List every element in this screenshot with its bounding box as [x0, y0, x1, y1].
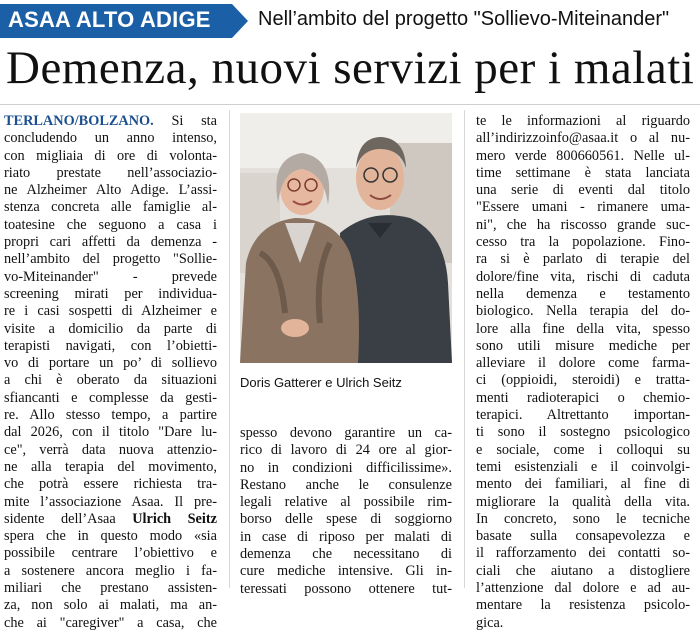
- column-1-line: ne Alzheimer Alto Adige. L’assi-: [4, 182, 217, 199]
- column-3-line: temi esistenziali e il coinvolgi-: [476, 458, 690, 475]
- column-3-line: all’indirizzoinfo@asaa.it o al nu-: [476, 130, 690, 147]
- column-3-line: mento dei familiari, al fine di: [476, 476, 690, 493]
- column-1-line: riato prestate nell’associazio-: [4, 164, 217, 181]
- column-3-line: sono utili misure mediche per: [476, 337, 690, 354]
- dateline: TERLANO/BOLZANO.: [4, 113, 154, 129]
- column-3-line: mero verde 800660561. Nelle ul-: [476, 147, 690, 164]
- column-1-line: mite l’associazione Asaa. Il pre-: [4, 493, 217, 510]
- column-1-line: visite a domicilio da parte di: [4, 320, 217, 337]
- column-3-line: terapici. Altrettanto importan-: [476, 407, 690, 424]
- column-2-line: spesso devono garantire un ca-: [240, 425, 452, 441]
- column-3-line: il rafforzamento dei contatti so-: [476, 545, 690, 562]
- column-1-line: a chi è oberato da situazioni: [4, 372, 217, 389]
- column-1-line: screening mirati per individua-: [4, 285, 217, 302]
- column-1-line: ce", verrà data nuova attenzio-: [4, 441, 217, 458]
- column-1-line: con migliaia di ore di volonta-: [4, 147, 217, 164]
- photo-illustration: [240, 113, 452, 363]
- column-1-line: za, non solo ai malati, ma an-: [4, 597, 217, 614]
- column-3-line: migliorare la qualità della vita.: [476, 493, 690, 510]
- column-3-line: mentare la resistenza psicolo-: [476, 597, 690, 614]
- column-3-line: alleviare il dolore come farma-: [476, 355, 690, 372]
- column-3-line: nella demenza e testamento: [476, 285, 690, 302]
- column-3-line: cesso tra la popolazione. Fino-: [476, 234, 690, 251]
- column-1-line: re i casi sospetti di Alzheimer e: [4, 303, 217, 320]
- column-1-line: spera che in questo modo «sia: [4, 528, 217, 545]
- column-3-line: ci (oppioidi, steroidi) e tratta-: [476, 372, 690, 389]
- photo-caption: Doris Gatterer e Ulrich Seitz: [240, 375, 402, 390]
- column-3-line: gica.: [476, 614, 504, 631]
- column-3-line: ni", che ha riscosso grande suc-: [476, 216, 690, 233]
- article-column-2: [240, 425, 452, 598]
- column-1-line: stenza concreta alle famiglie al-: [4, 199, 217, 216]
- column-3-line: una serie di eventi dal titolo: [476, 182, 690, 199]
- column-1-line: a sostenere ancora meglio i fa-: [4, 562, 217, 579]
- column-1-line: ne alla terapia del movimento,: [4, 458, 217, 475]
- column-3-line: "Essere umani - rimanere uma-: [476, 199, 690, 216]
- column-1-line: propri cari affetti da demenza -: [4, 234, 217, 251]
- column-2-line: rico di lavoro di 24 ore al gior-: [240, 442, 452, 459]
- column-1-line: concludendo un anno intenso,: [4, 130, 217, 147]
- column-1-line: TERLANO/BOLZANO. Si sta: [4, 113, 217, 129]
- column-1-line: che potrà essere richiesta tra-: [4, 476, 217, 493]
- column-3-line: In concreto, sono le tecniche: [476, 510, 690, 527]
- section-badge-label: ASAA ALTO ADIGE: [8, 7, 211, 32]
- column-2-line: demenza che necessitano di: [240, 546, 452, 563]
- article-kicker: Nell’ambito del progetto "Sollievo-Miteinander": [258, 8, 670, 30]
- article-column-3: [476, 113, 690, 632]
- column-3-line: biologico. Nella terapia del do-: [476, 303, 690, 320]
- column-2-line: teressati possono ottenere tut-: [240, 580, 452, 597]
- column-2-line: no in condizioni difficilissime».: [240, 459, 452, 476]
- column-1-line: re. Allo stesso tempo, a partire: [4, 407, 217, 424]
- column-3-line: ciali che aiutano a distogliere: [476, 562, 690, 579]
- column-1-line: vo di portare un po’ di sollievo: [4, 355, 217, 372]
- column-3-line: menti radioterapici o chemio-: [476, 389, 690, 406]
- column-1-line: che ai "caregiver" a casa, che: [4, 614, 217, 631]
- section-badge: [0, 4, 250, 38]
- column-1-line: vo-Miteinander" - prevede: [4, 268, 217, 285]
- column-3-line: ti sono il sostegno psicologico: [476, 424, 690, 441]
- column-1-line: possibile centrare l’obiettivo e: [4, 545, 217, 562]
- column-3-line: basate sulla consapevolezza e: [476, 528, 690, 545]
- column-1-line: nell’ambito del progetto "Sollie-: [4, 251, 217, 268]
- president-name: Ulrich Seitz: [132, 510, 217, 527]
- column-1-line: sfiancanti e complesse da gesti-: [4, 389, 217, 406]
- column-2-line: legali relative al possibile rim-: [240, 494, 452, 511]
- article-photo: [240, 113, 452, 363]
- column-1-line: toatesine che seguono a casa i: [4, 216, 217, 233]
- column-1-line: terapisti navigati, con l’obietti-: [4, 337, 217, 354]
- column-3-line: te le informazioni al riguardo: [476, 113, 690, 129]
- column-3-line: time settimane è stata lanciata: [476, 164, 690, 181]
- column-separator: [229, 110, 230, 588]
- column-2-line: Restano anche le consulenze: [240, 476, 452, 493]
- headline-rule: [0, 104, 700, 105]
- column-1-line: dal 2026, con il titolo "Dare lu-: [4, 424, 217, 441]
- column-3-line: lore alla fine della vita, spesso: [476, 320, 690, 337]
- column-2-line: borso delle spese di soggiorno: [240, 511, 452, 528]
- article-header-bar: [0, 4, 700, 38]
- column-separator: [464, 110, 465, 588]
- column-3-line: e sociale, come i colloqui su: [476, 441, 690, 458]
- article-column-1: [4, 113, 217, 632]
- column-3-line: dolore/fine vita, rischi di caduta: [476, 268, 690, 285]
- column-2-line: cure mediche intensive. Gli in-: [240, 563, 452, 580]
- column-1-line: sidente dell’Asaa Ulrich Seitz: [4, 510, 217, 527]
- column-3-line: ra si è parlato di terapie del: [476, 251, 690, 268]
- column-2-line: in case di riposo per malati di: [240, 528, 452, 545]
- column-3-line: l’attenzione dal dolore e ad au-: [476, 580, 690, 597]
- column-1-line: miliari che prestano assisten-: [4, 580, 217, 597]
- article-headline: Demenza, nuovi servizi per i malati: [6, 42, 695, 94]
